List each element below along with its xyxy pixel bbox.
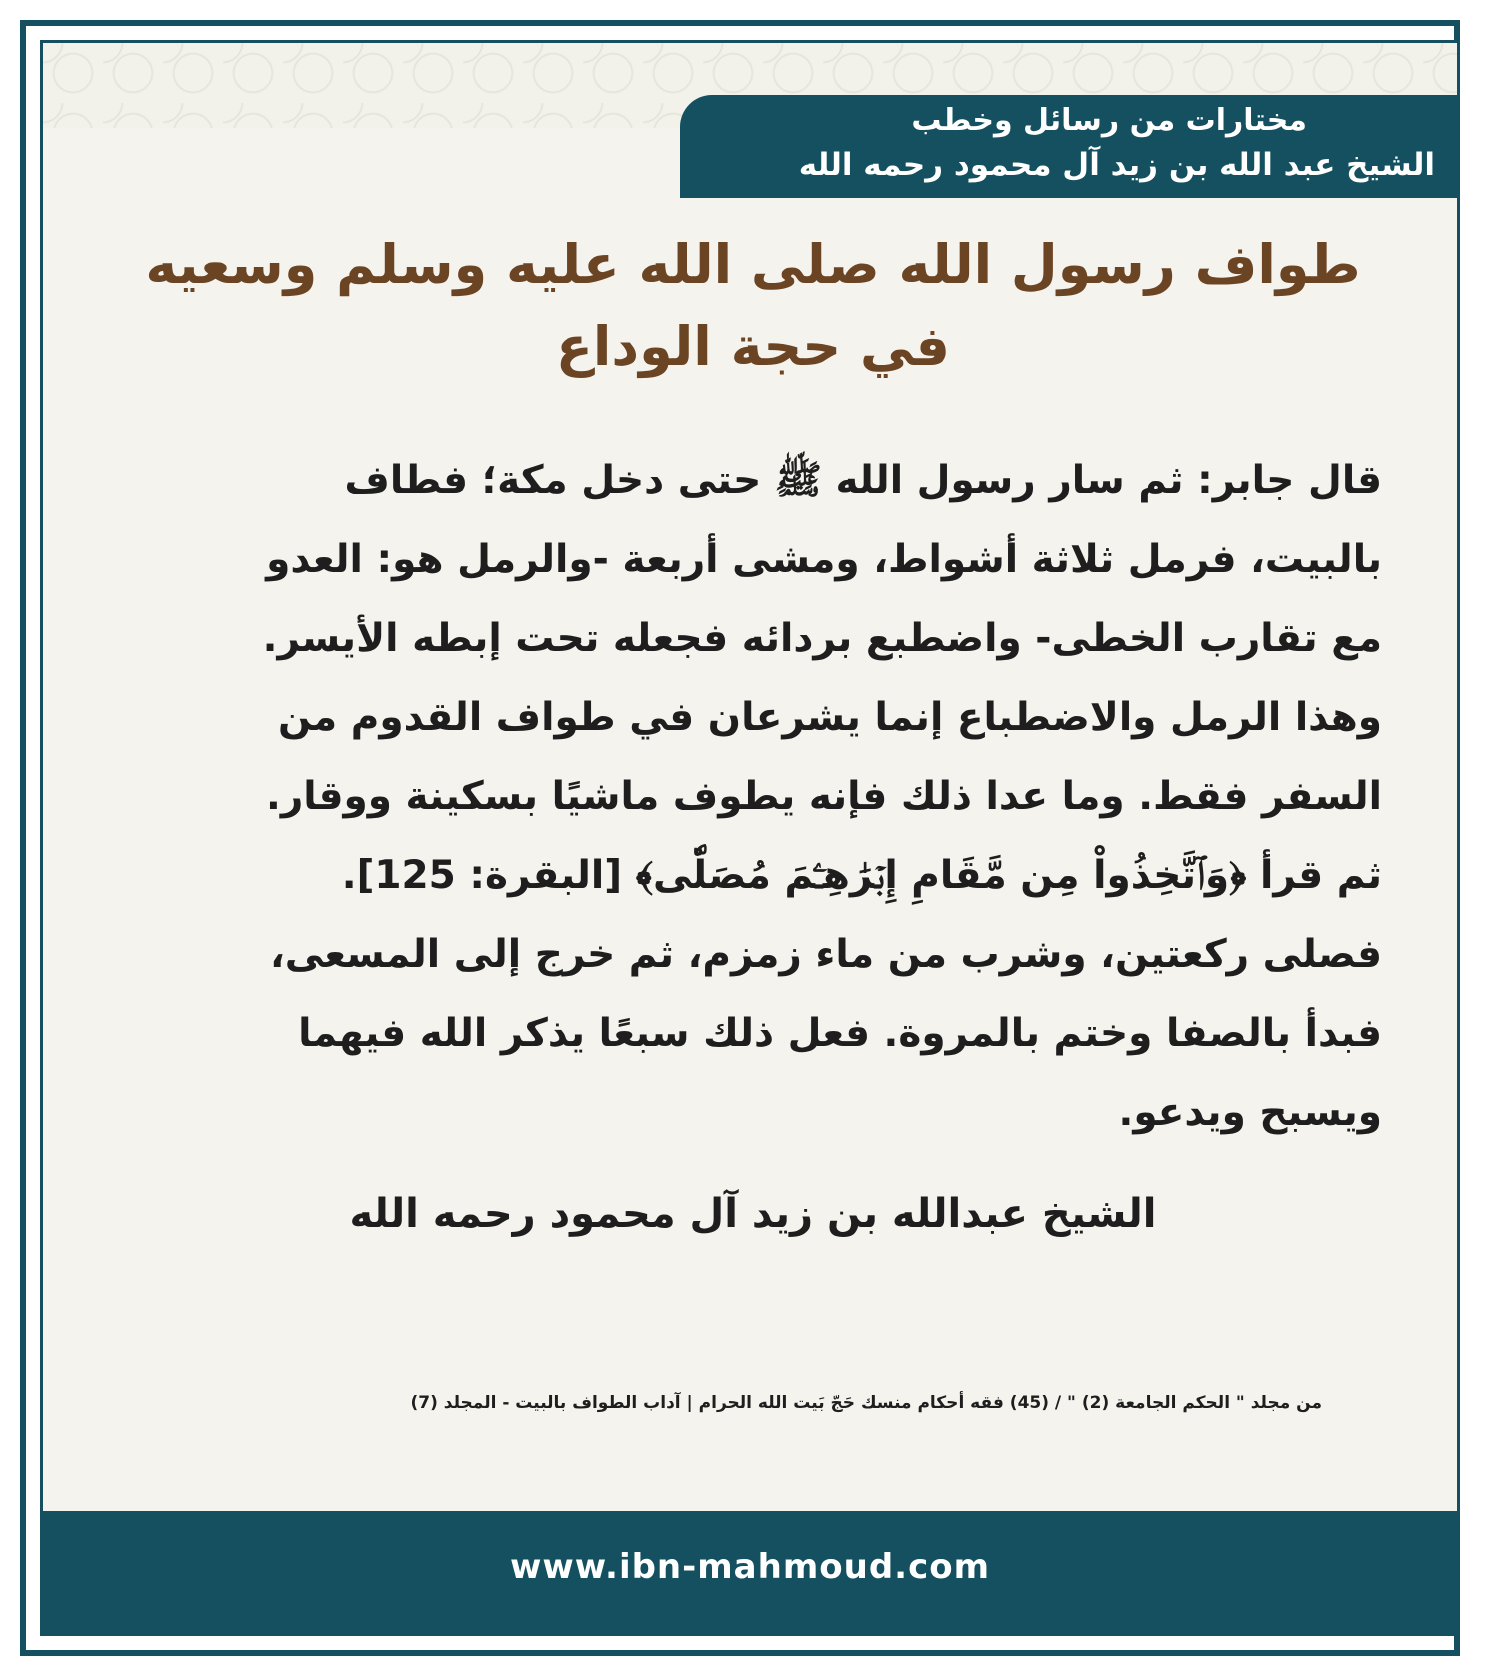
article-title-line-1: طواف رسول الله صلى الله عليه وسلم وسعيه <box>145 233 1361 296</box>
series-title: مختارات من رسائل وخطب <box>911 103 1307 138</box>
body-line: ويسبح ويدعو. <box>1118 1090 1382 1135</box>
body-line: فصلى ركعتين، وشرب من ماء زمزم، ثم خرج إلى المسعى، <box>269 932 1382 977</box>
content-card <box>40 40 1460 1636</box>
body-line: ثم قرأ ﴿وَٱتَّخِذُواْ مِن مَّقَامِ إِبۡرَٰهِـۧمَ مُصَلّٗى﴾ [البقرة: 125]. <box>341 853 1382 898</box>
body-line: قال جابر: ثم سار رسول الله ﷺ حتى دخل مكة؛ فطاف <box>344 458 1382 503</box>
body-line: بالبيت، فرمل ثلاثة أشواط، ومشى أربعة -والرمل هو: العدو <box>266 537 1382 582</box>
author-name-header: الشيخ عبد الله بن زيد آل محمود رحمه الله <box>798 147 1435 183</box>
website-link[interactable]: www.ibn-mahmoud.com <box>509 1547 991 1587</box>
body-line: فبدأ بالصفا وختم بالمروة. فعل ذلك سبعًا يذكر الله فيهما <box>298 1011 1382 1056</box>
author-signature: الشيخ عبدالله بن زيد آل محمود رحمه الله <box>349 1191 1157 1237</box>
body-line: وهذا الرمل والاضطباع إنما يشرعان في طواف القدوم من <box>277 695 1382 740</box>
article-body <box>112 441 1382 1152</box>
body-line: السفر فقط. وما عدا ذلك فإنه يطوف ماشيًا بسكينة ووقار. <box>266 774 1382 819</box>
body-line: مع تقارب الخطى- واضطبع بردائه فجعله تحت إبطه الأيسر. <box>262 616 1382 661</box>
header-banner <box>680 95 1457 198</box>
article-title-line-2: في حجة الوداع <box>556 315 950 378</box>
footer-bar <box>43 1511 1457 1633</box>
source-citation: من مجلد " الحكم الجامعة (2) " / (45) فقه أحكام منسك حَجّ بَيت الله الحرام | آداب الطواف بالبيت - المجلد (7) <box>410 1393 1322 1413</box>
